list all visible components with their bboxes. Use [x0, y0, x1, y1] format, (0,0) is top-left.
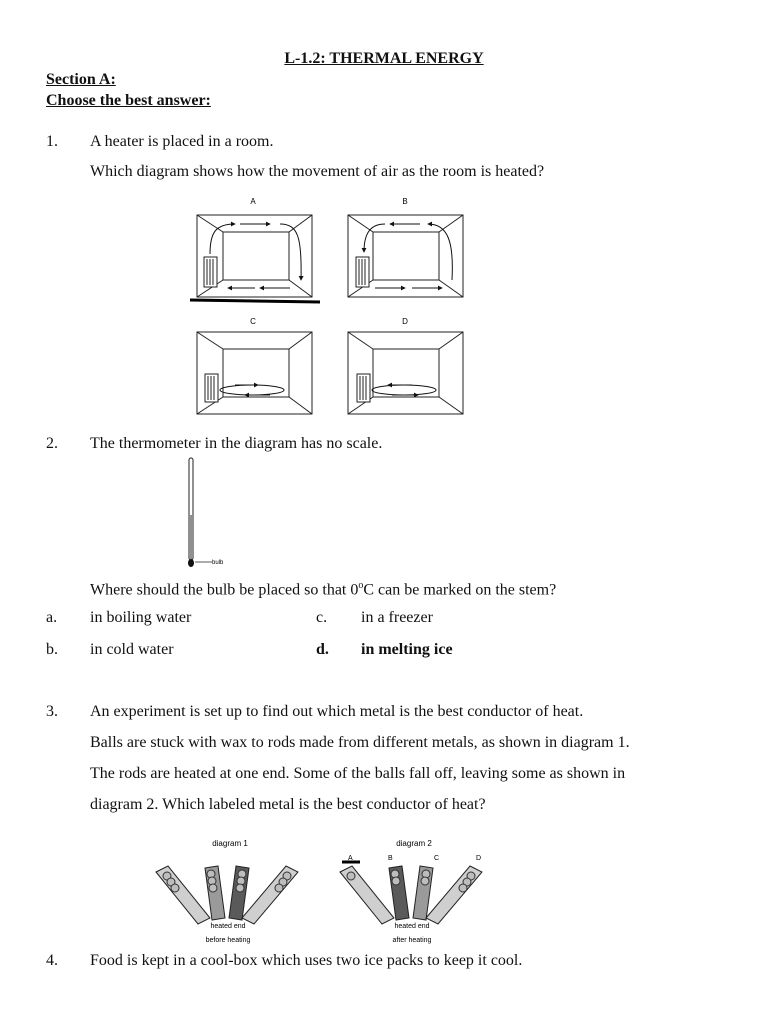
label-c: C — [250, 317, 256, 326]
underline-mark — [190, 300, 320, 302]
q3-line: diagram 2. Which labeled metal is the best conductor of heat? — [90, 796, 486, 813]
room-diagrams — [180, 192, 480, 422]
diagram-2 — [340, 839, 482, 944]
heater-icon — [356, 257, 369, 287]
rod-label-b: B — [388, 855, 393, 862]
diagram-2-caption: heated end — [394, 923, 430, 930]
diagram-1-title: diagram 1 — [212, 839, 248, 848]
q4-number: 4. — [46, 952, 58, 969]
q3-number: 3. — [46, 703, 58, 720]
q4-text: Food is kept in a cool-box which uses two ice packs to keep it cool. — [90, 952, 523, 969]
diagram-2-caption: after heating — [392, 937, 432, 944]
room-a — [190, 197, 320, 302]
q1-number: 1. — [46, 133, 58, 150]
diagram-1-caption: heated end — [210, 923, 246, 930]
diagram-2-title: diagram 2 — [396, 839, 432, 848]
q1-question: Which diagram shows how the movement of air as the room is heated? — [90, 163, 545, 180]
metal-rods-diagrams — [150, 834, 500, 949]
q3-line: Balls are stuck with wax to rods made from different metals, as shown in diagram 1. — [90, 734, 630, 751]
room-d — [348, 317, 463, 414]
q3-line: An experiment is set up to find out which metal is the best conductor of heat. — [90, 703, 584, 720]
q2-question: Where should the bulb be placed so that 0$^o$C can be marked on the stem? — [90, 580, 557, 599]
diagram-1-caption: before heating — [205, 937, 251, 944]
rod-label-d: D — [476, 855, 482, 862]
option-d-letter: d. — [316, 641, 329, 658]
page-title: L-1.2: THERMAL ENERGY — [284, 50, 484, 67]
label-d: D — [402, 317, 408, 326]
room-c — [197, 317, 312, 414]
q3-line: The rods are heated at one end. Some of the balls fall off, leaving some as shown in — [90, 765, 626, 782]
thermometer-diagram — [180, 455, 260, 570]
label-a: A — [250, 197, 256, 206]
rod-label-c: C — [434, 855, 440, 862]
q2-number: 2. — [46, 435, 58, 452]
option-b-text: in cold water — [90, 641, 174, 658]
diagram-1 — [156, 839, 298, 944]
option-c-text: in a freezer — [361, 609, 433, 626]
heater-icon — [204, 257, 217, 287]
rod-label-a: A — [348, 855, 353, 862]
instruction-heading: Choose the best answer: — [46, 92, 211, 109]
section-heading: Section A: — [46, 71, 116, 88]
option-c-letter: c. — [316, 609, 328, 626]
bulb-label: bulb — [212, 560, 224, 566]
q1-text: A heater is placed in a room. — [90, 133, 274, 150]
q2-text: The thermometer in the diagram has no scale. — [90, 435, 383, 452]
heater-icon — [357, 374, 370, 402]
option-d-text: in melting ice — [361, 641, 453, 658]
option-a-letter: a. — [46, 609, 58, 626]
option-b-letter: b. — [46, 641, 58, 658]
option-a-text: in boiling water — [90, 609, 192, 626]
room-b — [348, 197, 463, 297]
label-b: B — [402, 197, 408, 206]
heater-icon — [205, 374, 218, 402]
